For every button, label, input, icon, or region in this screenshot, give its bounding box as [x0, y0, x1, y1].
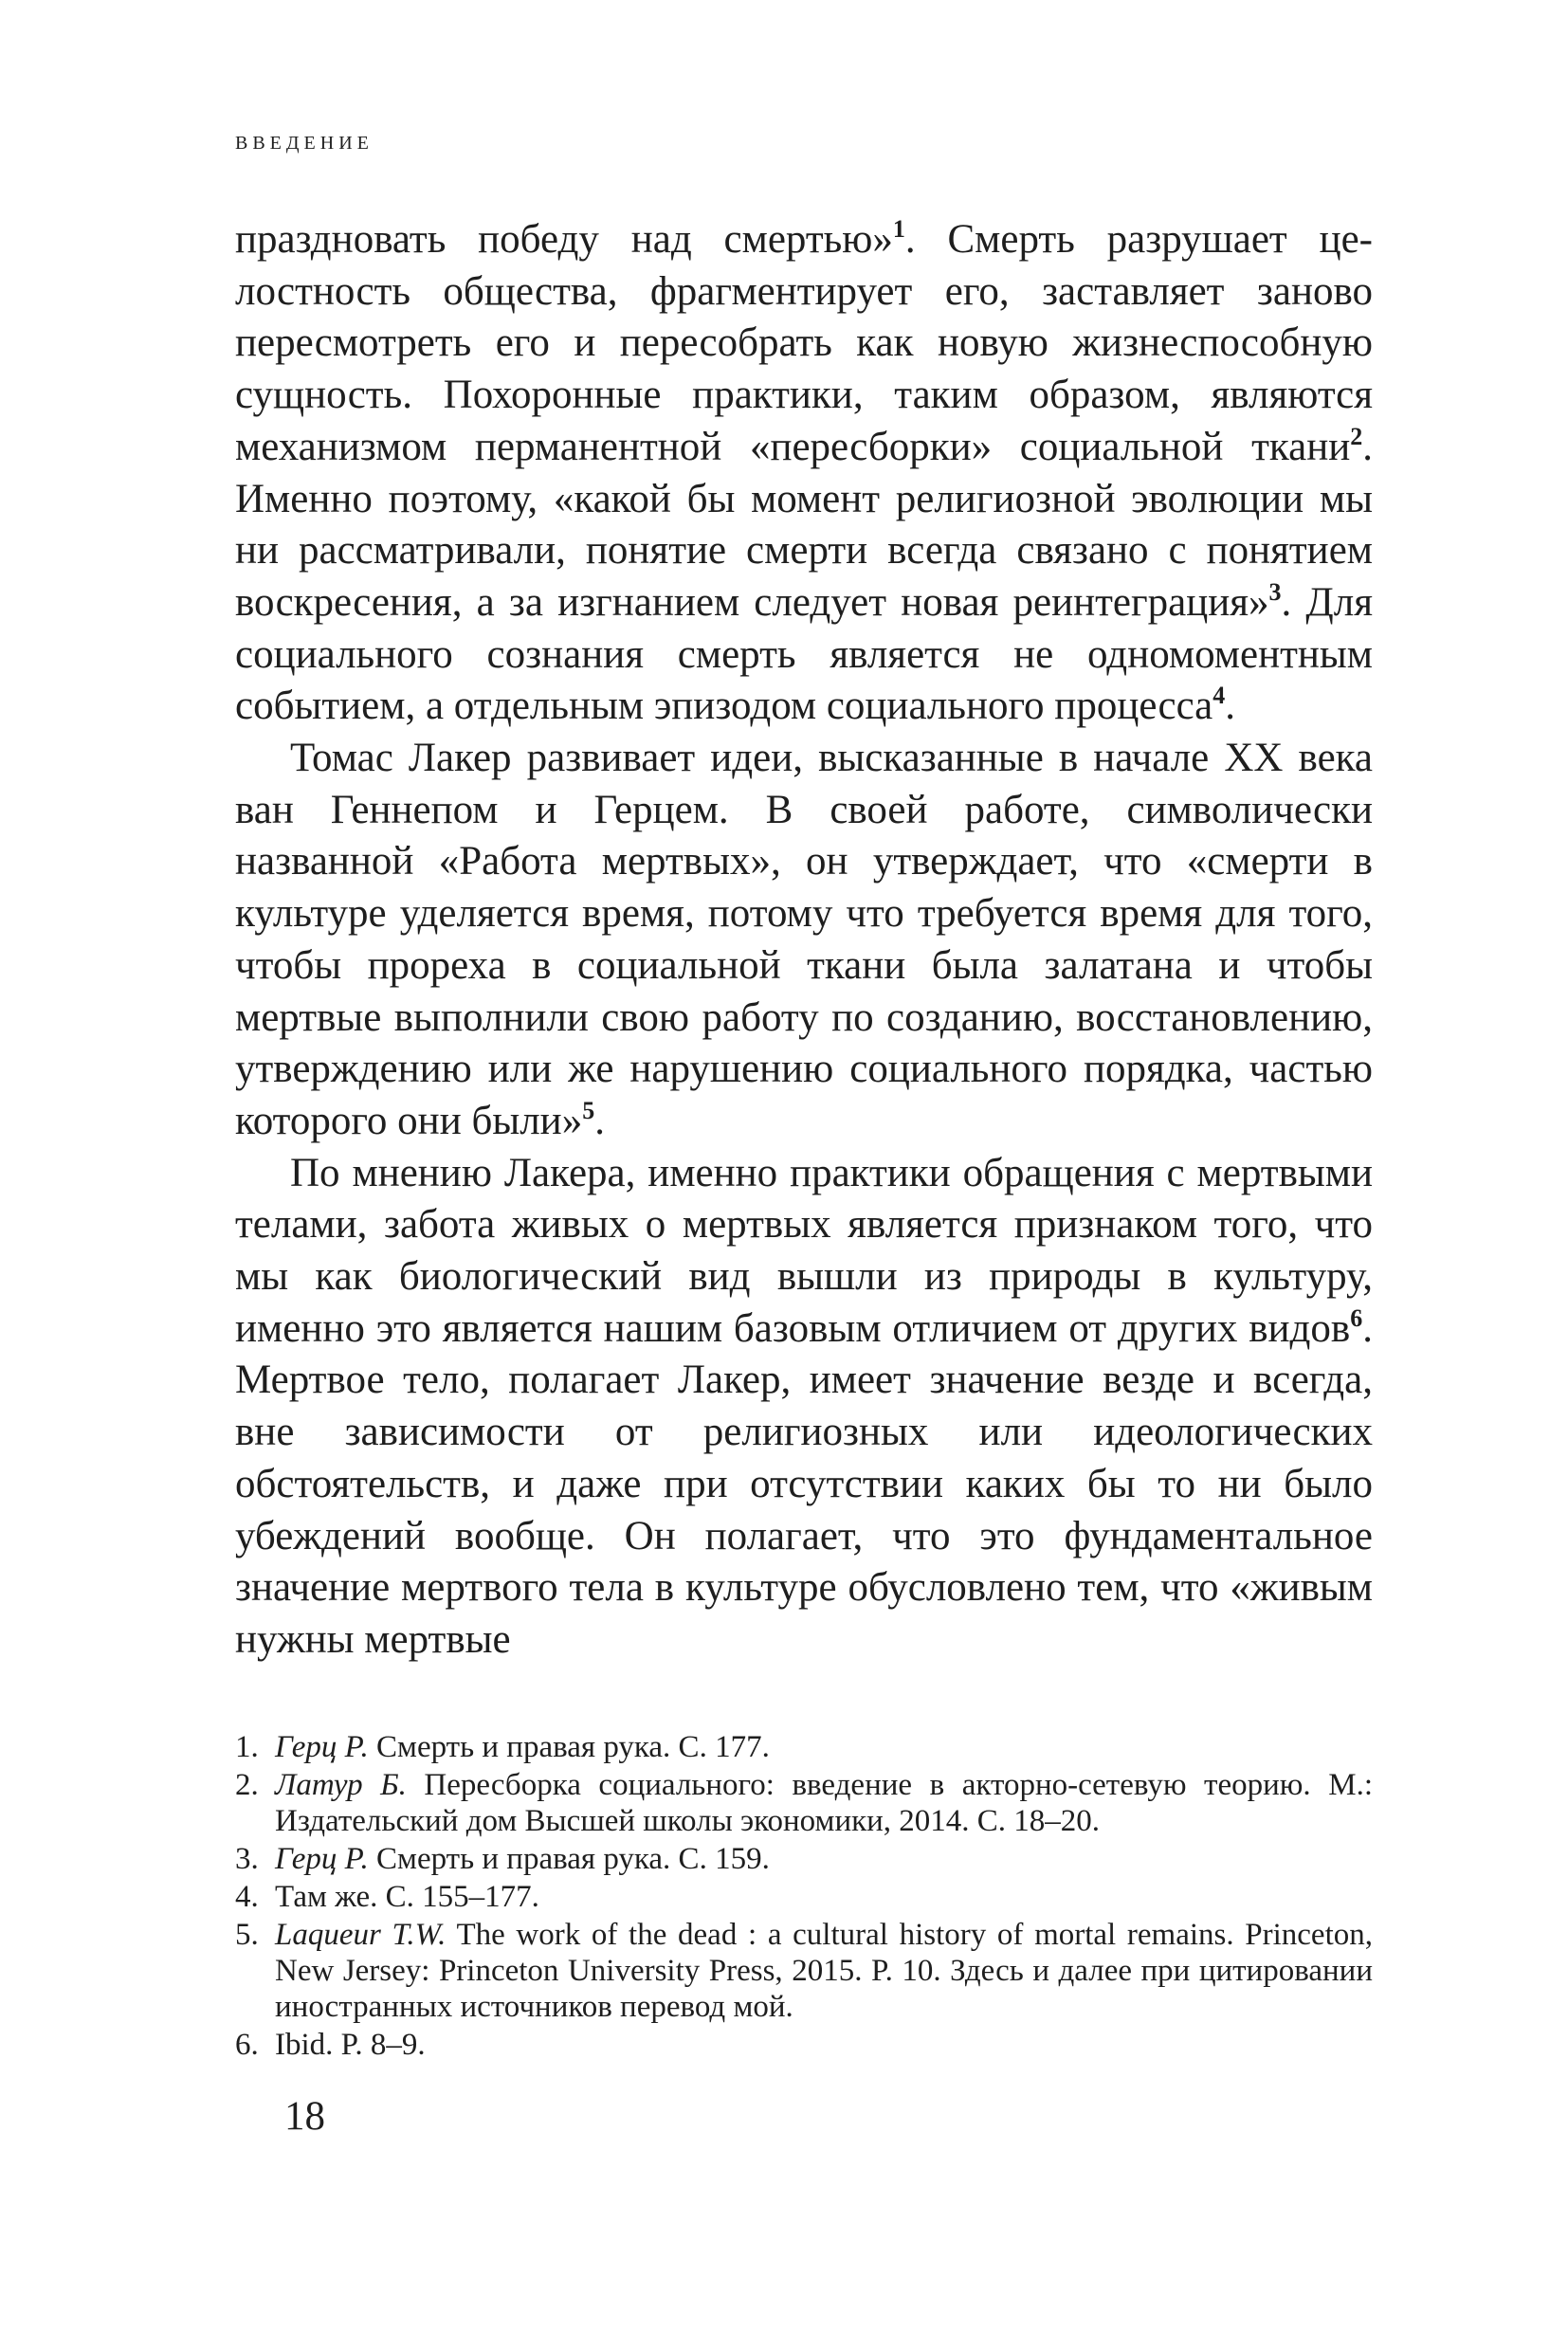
footnote-4	[235, 1879, 1373, 1915]
footnote-author: Герц Р.	[275, 1730, 369, 1764]
footnote-ref-4[interactable]: 4	[1212, 682, 1226, 710]
paragraph-1	[235, 214, 1373, 733]
footnote-text	[275, 2027, 1373, 2063]
footnote-author: Герц Р.	[275, 1842, 369, 1876]
footnote-ref-1[interactable]: 1	[892, 215, 905, 243]
footnote-number: 3.	[235, 1842, 259, 1876]
footnote-text	[275, 1841, 1373, 1877]
footnote-number: 1.	[235, 1730, 259, 1764]
footnote-text	[275, 1729, 1373, 1765]
footnote-6	[235, 2027, 1373, 2063]
text-segment: . Именно поэтому, «какой бы момент религиозной эволюции мы ни рассматривали, понятие смерти всегда связано с понятием воскресения, а за изгнанием следует новая реинтеграция»	[235, 424, 1373, 625]
body-text	[235, 214, 1373, 1667]
footnote-ref-6[interactable]: 6	[1350, 1303, 1363, 1332]
footnote-text	[275, 1917, 1373, 2025]
footnote-ref-2[interactable]: 2	[1350, 422, 1363, 450]
text-segment: . Смерть разрушает целостность общества, фрагментирует его, заставляет заново пересмотреть его и пересобрать как новую жизнеспособную сущность. Похоронные практики, таким образом, являются механизмом перманентной «пересборки» социальной ткани	[235, 217, 1373, 469]
footnote-body: Там же. С. 155–177.	[275, 1880, 539, 1914]
footnote-author: Латур Б.	[275, 1768, 407, 1802]
footnote-text	[275, 1767, 1373, 1839]
footnote-ref-5[interactable]: 5	[582, 1096, 595, 1124]
footnote-number: 5.	[235, 1918, 259, 1952]
footnote-body: Пересборка социального: введение в акторно-сетевую теорию. М.: Издательский дом Высшей школы экономики, 2014. С. 18–20.	[275, 1768, 1373, 1838]
text-segment: .	[1225, 683, 1236, 729]
text-segment: .	[594, 1098, 605, 1143]
footnote-1	[235, 1729, 1373, 1765]
paragraph-2	[235, 733, 1373, 1148]
page-number: 18	[284, 2094, 325, 2139]
text-segment: Томас Лакер развивает идеи, высказанные в начале XX века ван Геннепом и Герцем. В своей работе, символически названной «Работа мертвых», он утверждает, что «смерти в культуре уделяется время, потому что требуется время для того, чтобы прореха в социальной ткани была залатана и чтобы мертвые выполнили свою работу по созданию, восстановлению, утверждению или же нарушению социального порядка, частью которого они были»	[235, 736, 1373, 1143]
footnote-number: 2.	[235, 1768, 259, 1802]
footnote-5	[235, 1917, 1373, 2025]
paragraph-3	[235, 1148, 1373, 1667]
footnote-body: The work of the dead : a cultural history of mortal remains. Princeton, New Jersey: Princeton University Press, 2015. P. 10. Здесь и далее при цитировании иностранных источников перевод мой.	[275, 1918, 1373, 2024]
footnote-text	[275, 1879, 1373, 1915]
footnote-body: Смерть и правая рука. С. 177.	[368, 1730, 770, 1764]
footnote-number: 6.	[235, 2028, 259, 2062]
footnote-ref-3[interactable]: 3	[1268, 577, 1282, 606]
text-segment: По мнению Лакера, именно практики обращения с мертвыми телами, забота живых о мертвых является признаком того, что мы как биологический вид вышли из природы в культуру, именно это является нашим базовым отличием от других видов	[235, 1150, 1373, 1351]
text-segment: праздновать победу над смертью»	[235, 217, 893, 262]
text-segment: . Для социального сознания смерть является не одномоментным событием, а отдельным эпизодом социального процесса	[235, 579, 1373, 729]
footnote-body: Смерть и правая рука. С. 159.	[368, 1842, 770, 1876]
text-segment: . Мертвое тело, полагает Лакер, имеет значение везде и всегда, вне зависимости от религиозных или идеологических обстоятельств, и даже при отсутствии каких бы то ни было убеждений вообще. Он полагает, что это фундаментальное значение мертвого тела в культуре обусловлено тем, что «живым нужны мертвые	[235, 1305, 1373, 1662]
footnote-number: 4.	[235, 1880, 259, 1914]
footnote-body: Ibid. P. 8–9.	[275, 2028, 426, 2062]
footnote-3	[235, 1841, 1373, 1877]
footnote-2	[235, 1767, 1373, 1839]
running-head: ВВЕДЕНИЕ	[235, 133, 374, 154]
footnotes	[235, 1729, 1373, 2065]
footnote-author: Laqueur T.W.	[275, 1918, 447, 1952]
